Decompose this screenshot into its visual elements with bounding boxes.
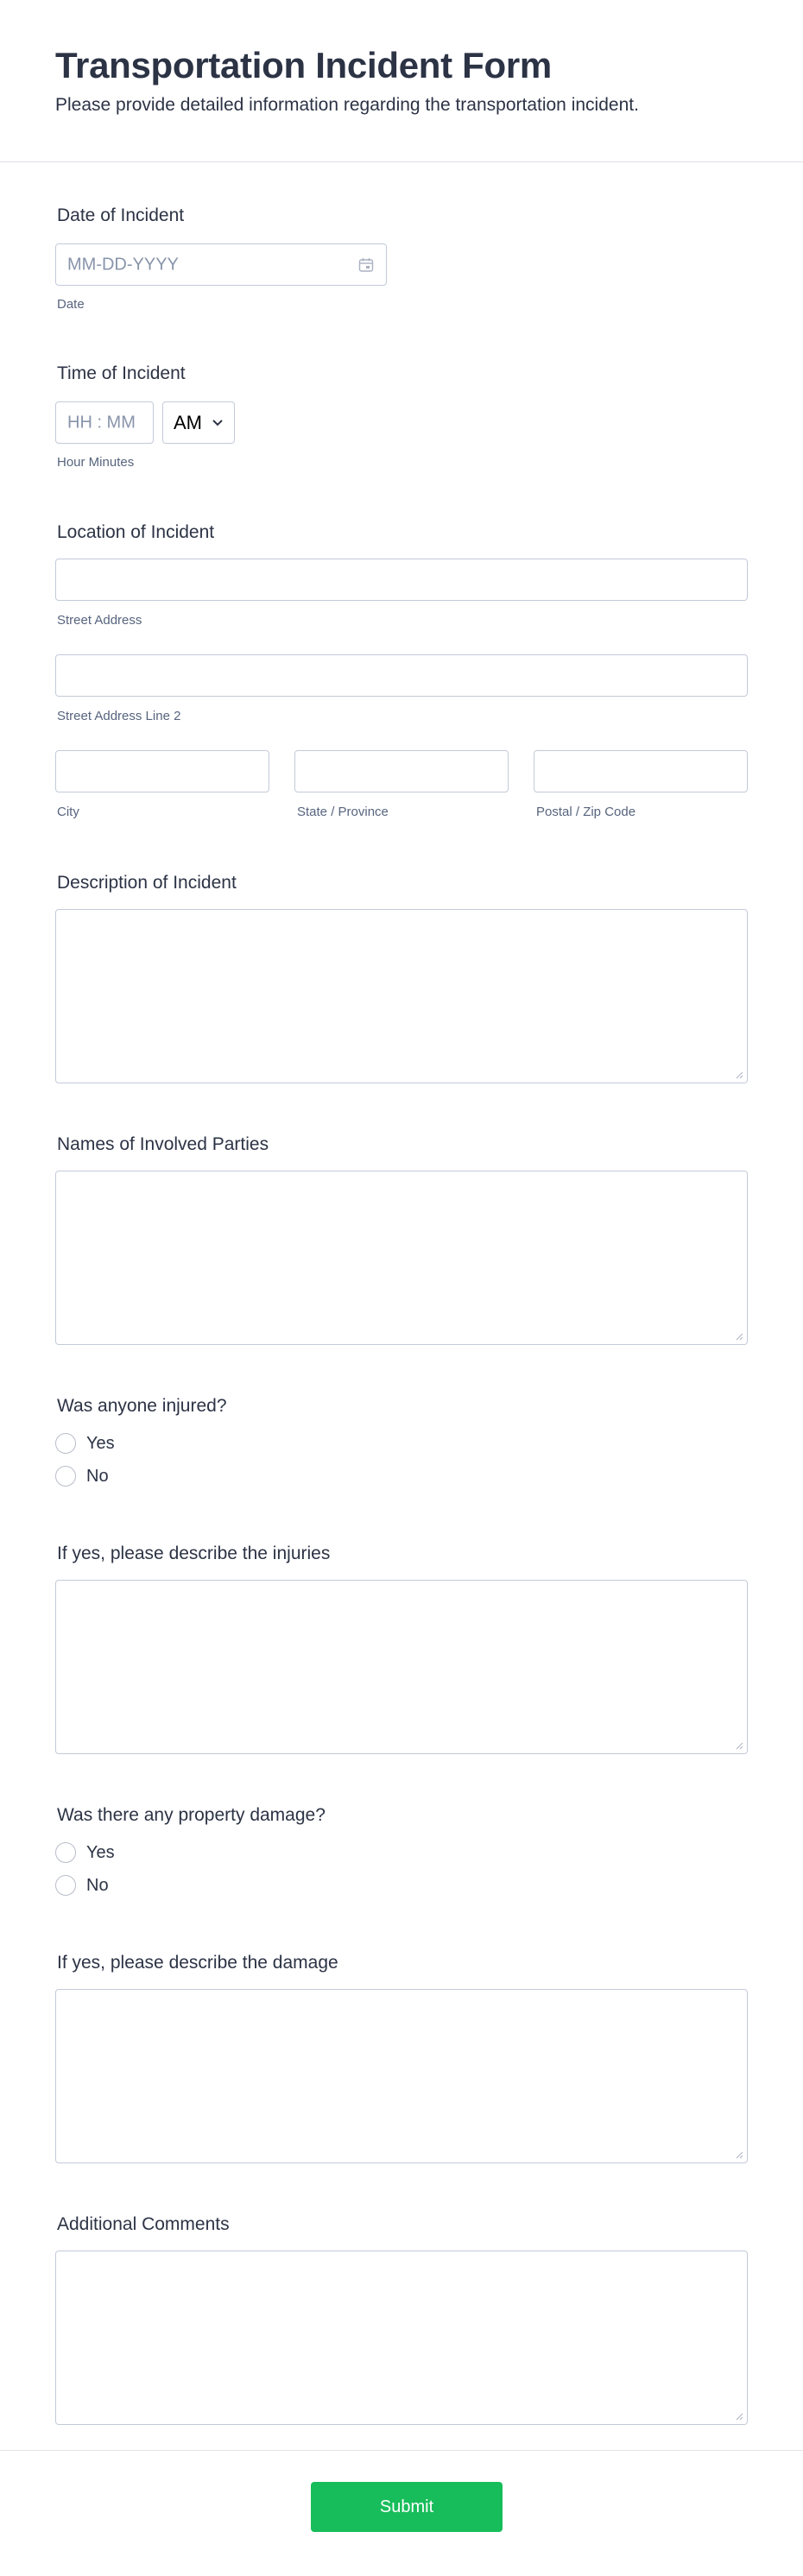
damage-description-textarea[interactable]	[55, 1989, 748, 2163]
injuries-description-label: If yes, please describe the injuries	[57, 1544, 331, 1563]
injured-yes-option[interactable]	[55, 1431, 115, 1455]
resize-handle-icon[interactable]	[735, 1741, 743, 1750]
submit-button[interactable]: Submit	[311, 2482, 503, 2532]
date-of-incident-label: Date of Incident	[57, 205, 185, 225]
resize-handle-icon[interactable]	[735, 2150, 743, 2159]
damage-no-option[interactable]	[55, 1873, 109, 1897]
state-input[interactable]	[294, 750, 509, 792]
date-sublabel: Date	[57, 297, 85, 312]
form-subtitle: Please provide detailed information regarding the transportation incident.	[55, 95, 639, 115]
location-label: Location of Incident	[57, 522, 215, 542]
time-sublabel: Hour Minutes	[57, 455, 135, 470]
resize-handle-icon[interactable]	[735, 2412, 743, 2421]
form-header	[0, 0, 803, 162]
date-placeholder: MM-DD-YYYY	[67, 255, 179, 274]
property-damage-label: Was there any property damage?	[57, 1805, 326, 1825]
additional-comments-label: Additional Comments	[57, 2214, 230, 2234]
resize-handle-icon[interactable]	[735, 1332, 743, 1341]
damage-no-radio[interactable]	[55, 1875, 76, 1896]
involved-parties-textarea[interactable]	[55, 1171, 748, 1345]
calendar-icon[interactable]	[358, 257, 374, 273]
ampm-value: AM	[174, 411, 202, 433]
damage-no-label[interactable]: No	[86, 1875, 109, 1895]
injured-no-option[interactable]	[55, 1464, 109, 1488]
time-placeholder: HH : MM	[67, 413, 136, 432]
injured-yes-label[interactable]: Yes	[86, 1433, 115, 1453]
injured-no-radio[interactable]	[55, 1466, 76, 1487]
postal-input[interactable]	[534, 750, 748, 792]
chevron-down-icon	[212, 419, 224, 427]
state-sublabel: State / Province	[297, 805, 389, 819]
street-address-2-input[interactable]	[55, 654, 748, 697]
injured-yes-radio[interactable]	[55, 1433, 76, 1454]
city-sublabel: City	[57, 805, 79, 819]
street-address-sublabel: Street Address	[57, 613, 142, 628]
date-input[interactable]	[55, 243, 387, 286]
damage-description-label: If yes, please describe the damage	[57, 1953, 338, 1973]
damage-yes-radio[interactable]	[55, 1842, 76, 1863]
damage-yes-option[interactable]	[55, 1840, 115, 1865]
involved-parties-label: Names of Involved Parties	[57, 1134, 269, 1154]
ampm-select[interactable]	[162, 401, 235, 444]
form-title: Transportation Incident Form	[55, 45, 552, 85]
injured-no-label[interactable]: No	[86, 1466, 109, 1486]
time-input[interactable]	[55, 401, 154, 444]
injured-label: Was anyone injured?	[57, 1396, 227, 1416]
additional-comments-textarea[interactable]	[55, 2251, 748, 2425]
description-textarea[interactable]	[55, 909, 748, 1083]
city-input[interactable]	[55, 750, 269, 792]
damage-yes-label[interactable]: Yes	[86, 1842, 115, 1862]
time-of-incident-label: Time of Incident	[57, 363, 186, 383]
postal-sublabel: Postal / Zip Code	[536, 805, 636, 819]
injuries-description-textarea[interactable]	[55, 1580, 748, 1754]
street-address-input[interactable]	[55, 559, 748, 601]
street-address-2-sublabel: Street Address Line 2	[57, 709, 181, 723]
description-label: Description of Incident	[57, 873, 237, 893]
resize-handle-icon[interactable]	[735, 1070, 743, 1079]
